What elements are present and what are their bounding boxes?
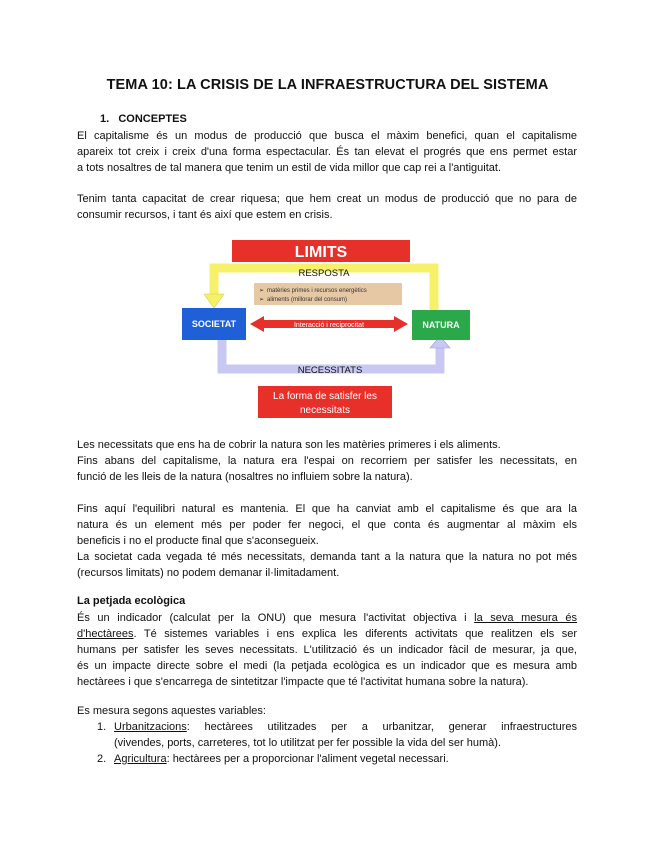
paragraph-capitalisme xyxy=(77,128,577,176)
text-line: beneficis i no el producte final que s'aconsegueix. xyxy=(77,535,319,547)
page-title: TEMA 10: LA CRISIS DE LA INFRAESTRUCTURA DEL SISTEMA xyxy=(106,77,549,93)
interaccio-label: Interacció i reciprocitat xyxy=(293,322,365,329)
text-line xyxy=(114,751,577,767)
forma-label: La forma de satisfer les xyxy=(273,391,377,402)
list-item xyxy=(77,751,577,767)
list-text: : hectàrees utilitzades per a urbanitzar, generar infraestructures xyxy=(186,721,577,733)
text-line: Fins abans del capitalisme, la natura era l'espai on recorriem per satisfer les necessitats, en xyxy=(77,455,577,467)
paragraph-petjada xyxy=(77,610,577,690)
list-item xyxy=(77,719,577,751)
section-heading xyxy=(100,113,187,125)
text-line: (recursos limitats) no podem demanar il·limitadament. xyxy=(77,567,340,579)
resources-bullet: ➢ xyxy=(259,297,265,303)
text-line: funció de les lleis de la natura (nosaltres no influiem sobre la natura). xyxy=(77,471,413,483)
text-line: El capitalisme és un modus de producció que busca el màxim benefici, quan el capitalisme xyxy=(77,130,577,142)
petjada-heading: La petjada ecològica xyxy=(77,595,186,607)
text-line: hectàrees i que s'encarrega de sintetitzar l'impacte que té l'activitat humana sobre la natura). xyxy=(77,676,529,688)
text-line xyxy=(77,626,577,642)
list-text: : hectàrees per a proporcionar l'aliment vegetal necessari. xyxy=(166,753,449,765)
list-number: 1. xyxy=(97,721,107,733)
text-line: natura és un element més per poder fer negoci, el que conta és augmentar al màxim els xyxy=(77,519,577,531)
resposta-arrow-head xyxy=(204,294,224,308)
text-line: Les necessitats que ens ha de cobrir la natura son les matèries primeres i els aliments. xyxy=(77,439,501,451)
text-line: La societat cada vegada té més necessitats, demanda tant a la natura que la natura no pot més xyxy=(77,551,577,563)
variables-intro: Es mesura segons aquestes variables: xyxy=(77,705,266,717)
necessitats-label: NECESSITATS xyxy=(297,365,363,376)
list-term: Urbanitzacions xyxy=(114,721,187,733)
text-line: Tenim tanta capacitat de crear riquesa; que hem creat un modus de producció que no para de xyxy=(77,193,577,205)
underlined-phrase: la seva mesura és xyxy=(474,612,578,624)
text-line xyxy=(114,719,577,735)
limits-diagram xyxy=(178,236,478,421)
text-line: a tots nosaltres de tal manera que tenim un estil de vida millor que cap rei a l'antiguitat. xyxy=(77,162,501,174)
text-line: consumir recursos, i tant és així que estem en crisis. xyxy=(77,209,333,221)
societat-label: SOCIETAT xyxy=(191,319,237,329)
underlined-phrase: d'hectàrees xyxy=(77,628,134,640)
list-number: 2. xyxy=(97,753,107,765)
resources-bullet-text: matèries primes i recursos energètics xyxy=(267,288,367,294)
text-line: (vivendes, ports, carreteres, tot lo utilitzat per fer possible la vida del ser humà). xyxy=(114,737,502,749)
list-term: Agricultura xyxy=(114,753,167,765)
resources-bullet-text: aliments (millorar del consum) xyxy=(267,297,348,303)
forma-label: necessitats xyxy=(299,405,351,416)
text-line xyxy=(77,610,577,626)
resposta-label: RESPOSTA xyxy=(298,268,350,279)
paragraph-equilibri xyxy=(77,501,577,581)
section-title: CONCEPTES xyxy=(118,113,187,125)
resources-bullet: ➢ xyxy=(259,288,265,294)
text-line: Fins aquí l'equilibri natural es mantenia. El que ha canviat amb el capitalisme és que ara la xyxy=(77,503,577,515)
text-fragment: És un indicador (calculat per la ONU) que mesura l'activitat objectiva i xyxy=(77,612,475,624)
text-fragment: . Té sistemes variables i ens explica les diferents activitats que realitzen els ser xyxy=(133,628,577,640)
natura-label: NATURA xyxy=(422,320,460,330)
paragraph-riquesa xyxy=(77,191,577,223)
variables-list xyxy=(77,719,577,767)
paragraph-necessitats xyxy=(77,437,577,485)
limits-label: LIMITS xyxy=(294,244,348,261)
section-number: 1. xyxy=(100,113,110,125)
text-line: apareix tot creix i creix d'una forma espectacular. És tan elevat el progrés que ens permet estar xyxy=(77,146,577,158)
text-line: és un impacte directe sobre el medi (la petjada ecològica es un indicador que es mesura amb xyxy=(77,660,577,672)
text-line: humans per satisfer les seves necessitats. L'utilització és un indicador fàcil de mesurar, ja que, xyxy=(77,644,577,656)
